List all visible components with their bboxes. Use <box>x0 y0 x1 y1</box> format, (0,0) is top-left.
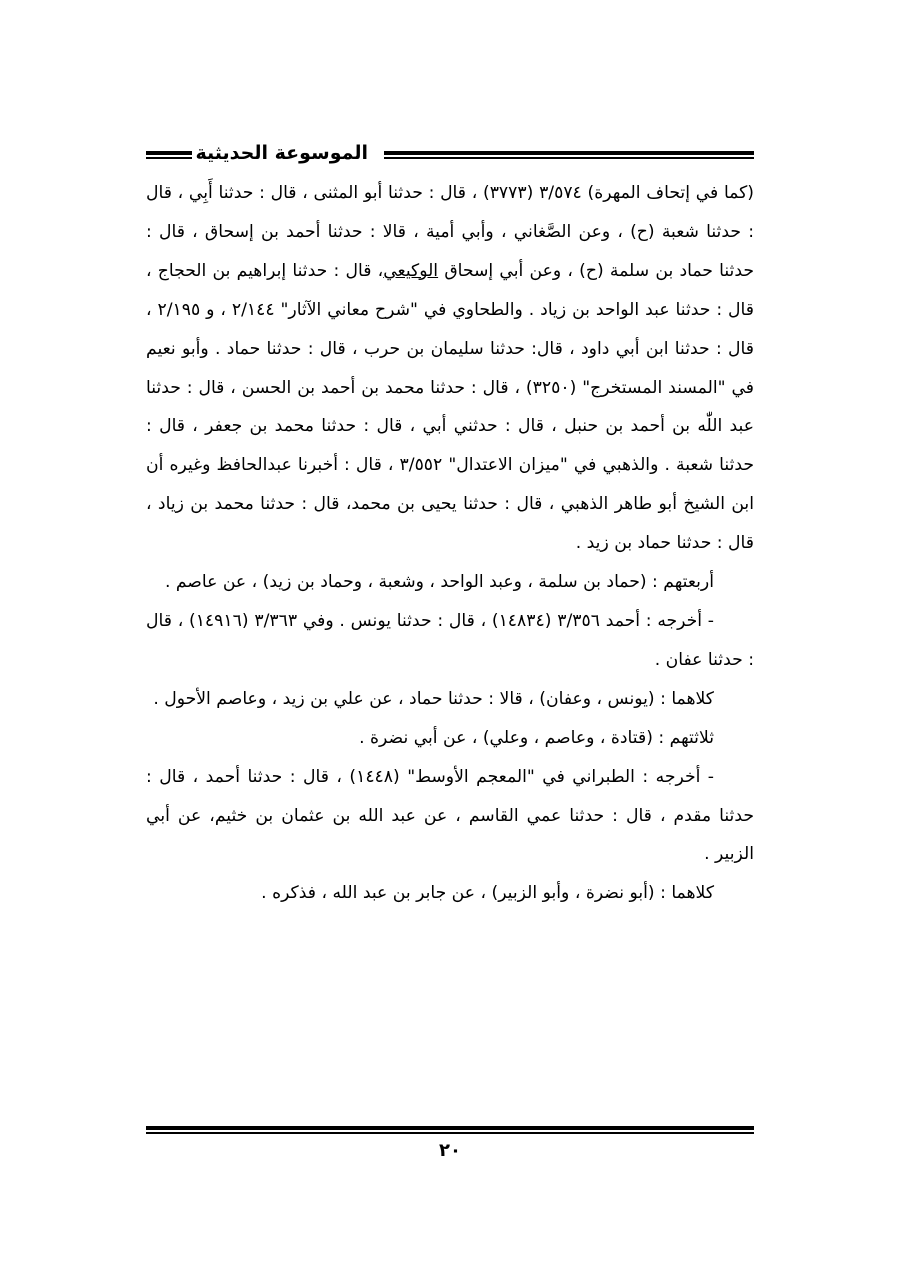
footer-rule <box>146 1126 754 1134</box>
header-rule-right <box>384 151 754 159</box>
paragraph-2: أربعتهم : (حماد بن سلمة ، وعبد الواحد ، وشعبة ، وحماد بن زيد) ، عن عاصم . <box>164 572 714 593</box>
header-rule-left <box>146 151 192 159</box>
paragraph-1 <box>146 174 754 563</box>
page-header <box>146 138 754 178</box>
paragraph-4: كلاهما : (يونس ، وعفان) ، قالا : حدثنا حماد ، عن علي بن زيد ، وعاصم الأحول . <box>153 688 714 709</box>
paragraph-5: ثلاثتهم : (قتادة ، وعاصم ، وعلي) ، عن أبي نضرة . <box>359 727 714 748</box>
paragraph-1-part-1: (كما في إتحاف المهرة) ٣/٥٧٤ (٣٧٧٣) ، قال : حدثنا أبو المثنى ، قال : حدثنا أَبِي ، قال : حدثنا شعبة (ح) ، وعن الصَّغاني ، وأبي أمية ، قالا : حدثنا أحمد بن إسحاق ، قال : حدثنا حماد بن سلمة (ح) ، وعن أبي إسحاق <box>146 183 755 281</box>
header-title: الموسوعة الحديثية <box>195 142 368 164</box>
main-text <box>146 174 754 913</box>
underlined-name: الوكيعي <box>383 260 439 281</box>
paragraph-7: كلاهما : (أبو نضرة ، وأبو الزبير) ، عن جابر بن عبد الله ، فذكره . <box>261 883 714 904</box>
page-number: ٢٠ <box>439 1140 461 1161</box>
paragraph-1-part-2: ، قال : حدثنا إبراهيم بن الحجاج ، قال : حدثنا عبد الواحد بن زياد . والطحاوي في "شرح معاني الآثار" ٢/١٤٤ ، و ٢/١٩٥ ، قال : حدثنا ابن أبي داود ، قال: حدثنا سليمان بن حرب ، قال : حدثنا حماد . وأبو نعيم في "المسند المستخرج" (٣٢٥٠) ، قال : حدثنا محمد بن أحمد بن الحسن ، قال : حدثنا عبد اللّٰه بن أحمد بن حنبل ، قال : حدثني أبي ، قال : حدثنا محمد بن جعفر ، قال : حدثنا شعبة . والذهبي في "ميزان الاعتدال" ٣/٥٥٢ ، قال : أخبرنا عبدالحافظ وغيره أن ابن الشيخ أبو طاهر الذهبي ، قال : حدثنا يحيى بن محمد، قال : حدثنا محمد بن زياد ، قال : حدثنا حماد بن زيد . <box>146 260 754 554</box>
paragraph-6: - أخرجه : الطبراني في "المعجم الأوسط" (١٤٤٨) ، قال : حدثنا أحمد ، قال : حدثنا مقدم ، قال : حدثنا عمي القاسم ، عن عبد الله بن عثمان بن خثيم، عن أبي الزبير . <box>146 766 754 865</box>
paragraph-3: - أخرجه : أحمد ٣/٣٥٦ (١٤٨٣٤) ، قال : حدثنا يونس . وفي ٣/٣٦٣ (١٤٩١٦) ، قال : حدثنا عفان . <box>146 610 754 670</box>
